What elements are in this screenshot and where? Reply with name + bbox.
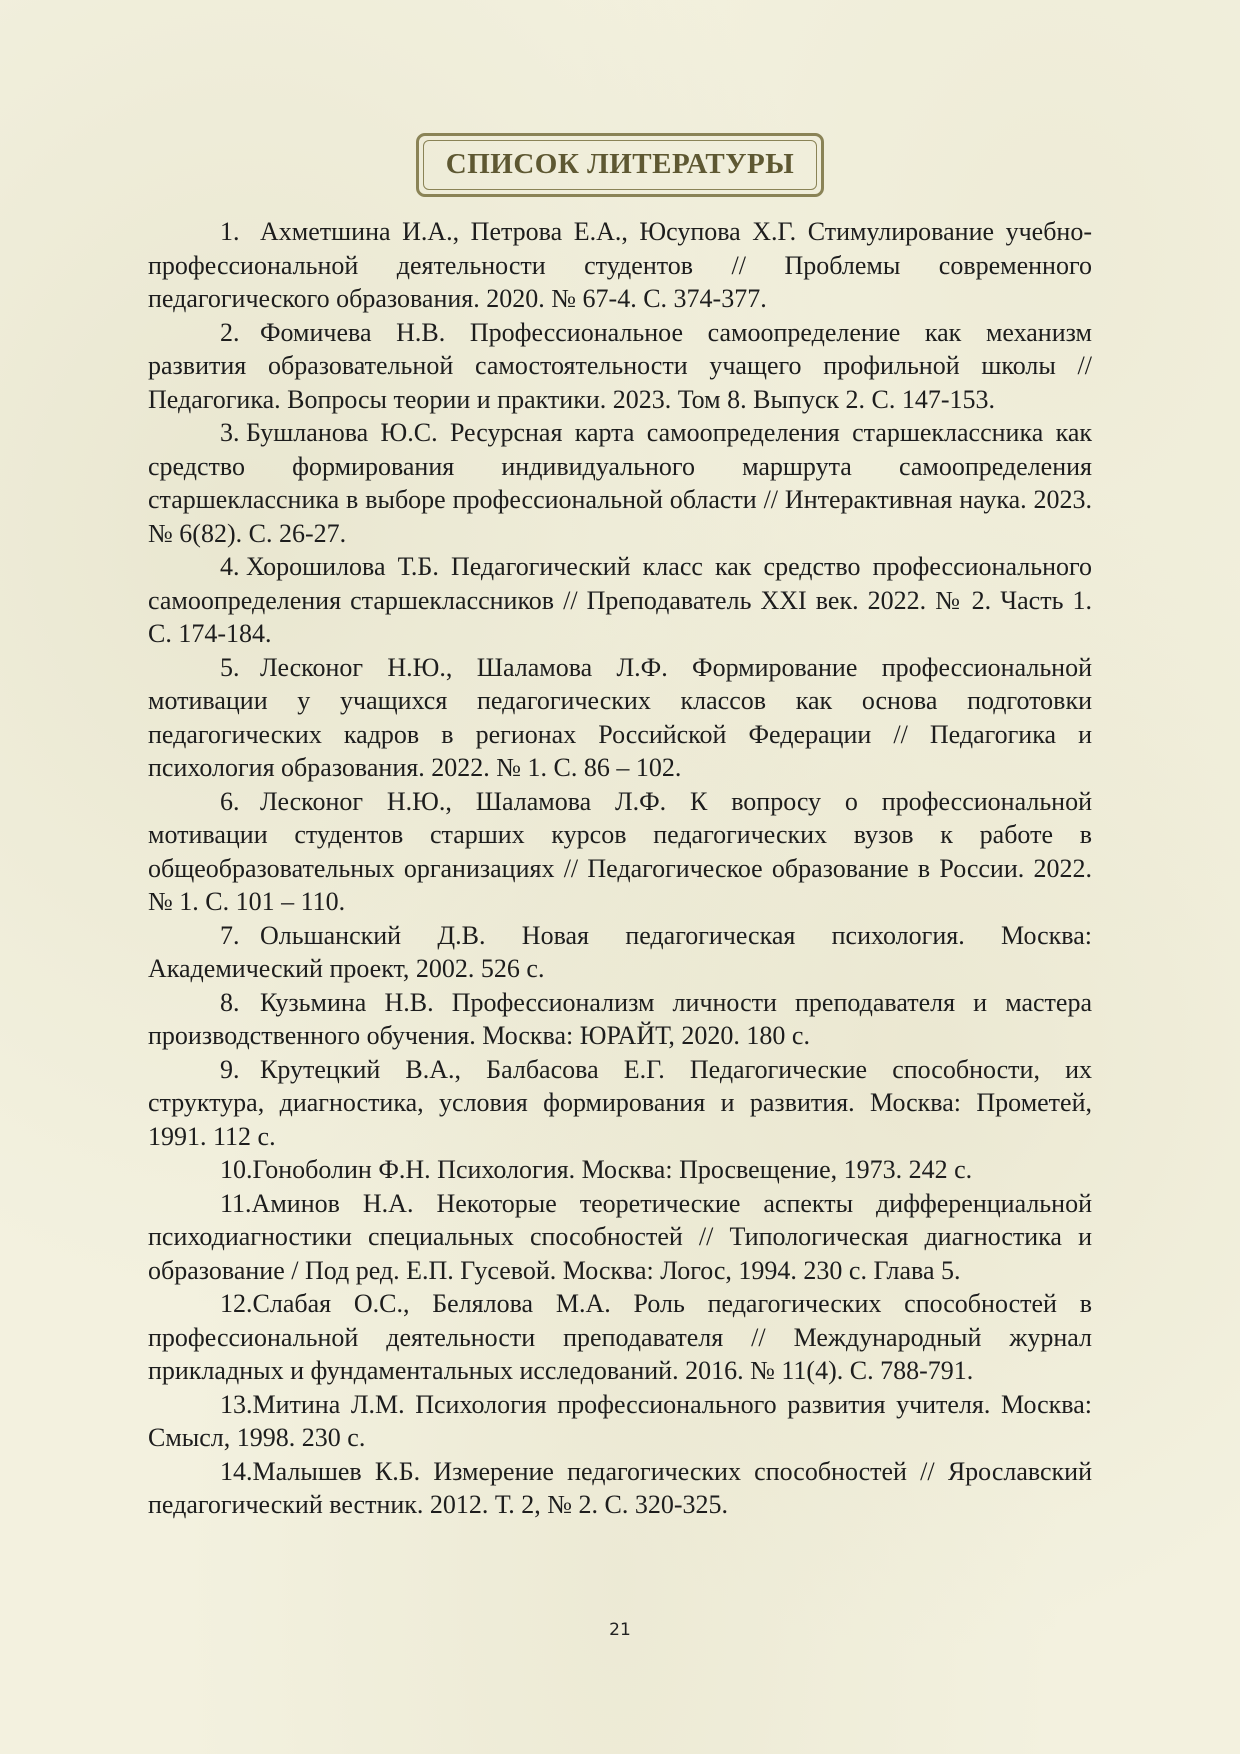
reference-number: 1. bbox=[220, 217, 240, 246]
reference-text: Гоноболин Ф.Н. Психология. Москва: Просвещение, 1973. 242 с. bbox=[252, 1155, 973, 1184]
reference-text: Бушланова Ю.С. Ресурсная карта самоопределения старшеклассника как средство формирования индивидуального маршрута самоопределения старшеклассника в выборе профессиональной области // Интерактивная наука. 2023. № 6(82). С. 26-27. bbox=[148, 418, 1092, 548]
reference-list bbox=[148, 215, 1092, 1522]
reference-item bbox=[148, 1153, 1092, 1187]
reference-text: Аминов Н.А. Некоторые теоретические аспекты дифференциальной психодиагностики специальных способностей // Типологическая диагностика и образование / Под ред. Е.П. Гусевой. Москва: Логос, 1994. 230 с. Глава 5. bbox=[148, 1188, 1092, 1285]
reference-number: 2. bbox=[220, 317, 240, 347]
reference-number: 10. bbox=[220, 1155, 253, 1184]
reference-text: Митина Л.М. Психология профессионального развития учителя. Москва: Смысл, 1998. 230 с. bbox=[148, 1389, 1092, 1452]
reference-item bbox=[148, 550, 1092, 651]
reference-text: Крутецкий В.А., Балбасова Е.Г. Педагогические способности, их структура, диагностика, условия формирования и развития. Москва: Прометей, 1991. 112 с. bbox=[148, 1054, 1092, 1151]
reference-text: Кузьмина Н.В. Профессионализм личности преподавателя и мастера производственного обучения. Москва: ЮРАЙТ, 2020. 180 с. bbox=[148, 987, 1092, 1050]
reference-item bbox=[148, 215, 1092, 316]
reference-number: 12. bbox=[220, 1289, 253, 1318]
reference-item bbox=[148, 651, 1092, 785]
reference-number: 9. bbox=[220, 1054, 240, 1084]
reference-number: 8. bbox=[220, 987, 240, 1017]
reference-text: Слабая О.С., Белялова М.А. Роль педагогических способностей в профессиональной деятельности преподавателя // Международный журнал прикладных и фундаментальных исследований. 2016. № 11(4). С. 788-791. bbox=[148, 1289, 1092, 1385]
reference-number: 13. bbox=[220, 1389, 253, 1419]
reference-item bbox=[148, 1388, 1092, 1455]
reference-number: 3. bbox=[220, 418, 240, 447]
reference-item bbox=[148, 416, 1092, 550]
reference-number: 6. bbox=[220, 786, 240, 816]
reference-number: 11. bbox=[220, 1188, 252, 1218]
reference-item bbox=[148, 1455, 1092, 1522]
reference-text: Лесконог Н.Ю., Шаламова Л.Ф. Формирование профессиональной мотивации у учащихся педагогических классов как основа подготовки педагогических кадров в регионах Российской Федерации // Педагогика и психология образования. 2022. № 1. С. 86 – 102. bbox=[148, 652, 1092, 782]
reference-item bbox=[148, 986, 1092, 1053]
reference-item bbox=[148, 1187, 1092, 1288]
reference-item bbox=[148, 1287, 1092, 1388]
title-frame bbox=[416, 133, 824, 197]
reference-text: Лесконог Н.Ю., Шаламова Л.Ф. К вопросу о профессиональной мотивации студентов старших курсов педагогических вузов к работе в общеобразовательных организациях // Педагогическое образование в России. 2022. № 1. С. 101 – 110. bbox=[148, 786, 1092, 916]
page-number: 21 bbox=[609, 1620, 631, 1640]
reference-text: Ольшанский Д.В. Новая педагогическая психология. Москва: Академический проект, 2002. 526 с. bbox=[148, 920, 1092, 983]
reference-item bbox=[148, 919, 1092, 986]
reference-item bbox=[148, 785, 1092, 919]
reference-item bbox=[148, 316, 1092, 417]
title-wrap bbox=[0, 133, 1240, 197]
reference-number: 7. bbox=[220, 920, 240, 950]
reference-item bbox=[148, 1053, 1092, 1154]
reference-number: 4. bbox=[220, 552, 240, 581]
reference-text: Хорошилова Т.Б. Педагогический класс как средство профессионального самоопределения старшеклассников // Преподаватель XXI век. 2022. № 2. Часть 1. С. 174-184. bbox=[148, 552, 1092, 648]
reference-text: Фомичева Н.В. Профессиональное самоопределение как механизм развития образовательной самостоятельности учащего профильной школы // Педагогика. Вопросы теории и практики. 2023. Том 8. Выпуск 2. С. 147-153. bbox=[148, 317, 1092, 414]
reference-number: 14. bbox=[220, 1456, 253, 1486]
reference-number: 5. bbox=[220, 652, 240, 682]
reference-text: Малышев К.Б. Измерение педагогических способностей // Ярославский педагогический вестник. 2012. Т. 2, № 2. С. 320-325. bbox=[148, 1456, 1092, 1519]
page-title: СПИСОК ЛИТЕРАТУРЫ bbox=[423, 140, 817, 190]
reference-text: Ахметшина И.А., Петрова Е.А., Юсупова Х.Г. Стимулирование учебно-профессиональной деятельности студентов // Проблемы современного педагогического образования. 2020. № 67-4. С. 374-377. bbox=[148, 217, 1092, 313]
